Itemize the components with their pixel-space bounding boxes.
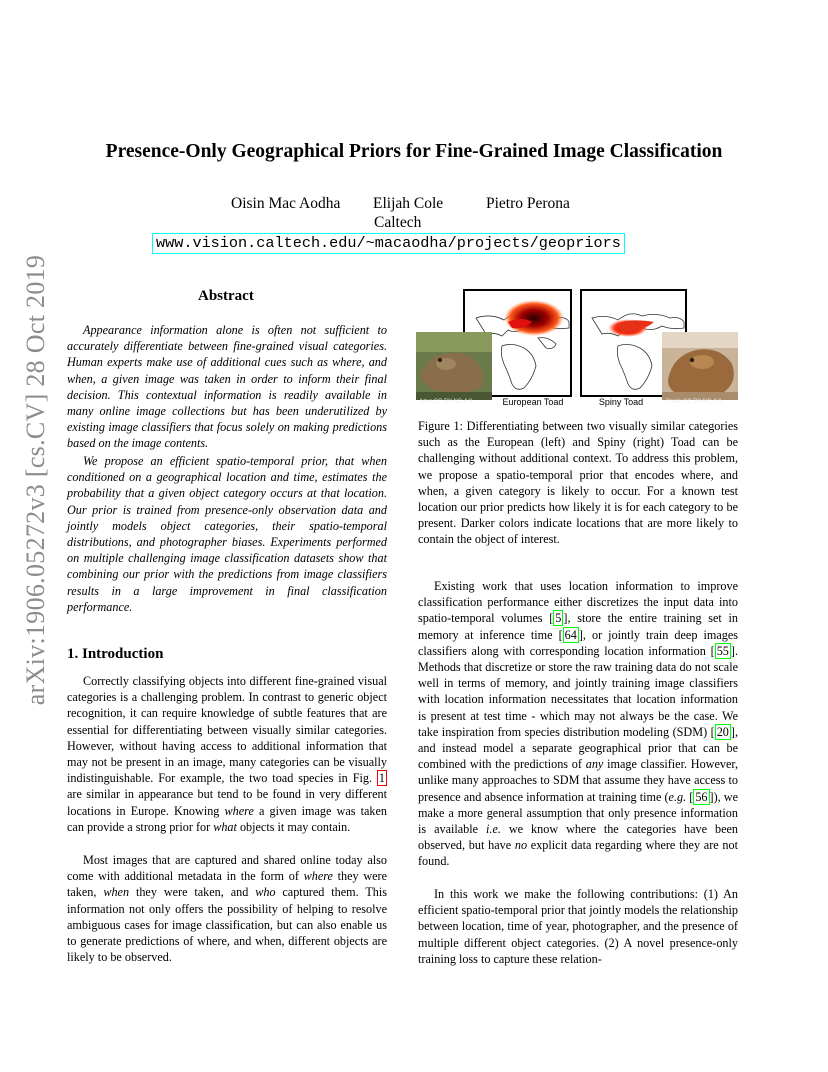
abstract-paragraph: Appearance information alone is often not sufficient to accurately differentiate between fine-grained visual categories. Human experts make use of additional cues such as where, and when, a given image was taken in order to inform their final decision. This contextual information is readily available in many online image collections but has been underutilized by existing image classifiers that focus solely on making predictions based on the image contents.	[67, 323, 387, 451]
section-heading: 1. Introduction	[67, 646, 164, 662]
citation-link[interactable]: 55	[716, 643, 729, 658]
body-paragraph: In this work we make the following contributions: (1) An efficient spatio-temporal prior that jointly models the relationship between location, time of year, photographer, and the presence of multiple different object categories. (2) A novel presence-only training loss to capture these relation-	[418, 887, 738, 966]
affiliation: Caltech	[374, 214, 422, 231]
figure-reference-link[interactable]: 1	[378, 771, 385, 786]
abstract-heading: Abstract	[198, 288, 254, 304]
citation-link[interactable]: 5	[555, 611, 562, 626]
figure-1	[416, 288, 738, 412]
author-name: Oisin Mac Aodha	[231, 195, 341, 212]
citation-link[interactable]: 56	[695, 789, 708, 804]
european-toad-photo	[416, 332, 492, 400]
intro-paragraph: Correctly classifying objects into different fine-grained visual categories is a challenging problem. In contrast to generic object recognition, it can require knowledge of subtle features that are essential for differentiating between visually similar categories. However, without having access to additional information that may not be present in an image, many categories can be visually indistinguishable. For example, the two toad species in Fig. 1 are similar in appearance but tend to be found in very different locations in Europe. Knowing where a given image was taken can provide a strong prior for what objects it may contain.	[67, 674, 387, 834]
author-name: Elijah Cole	[373, 195, 444, 212]
paper-title: Presence-Only Geographical Priors for Fine-Grained Image Classification	[105, 141, 723, 162]
intro-paragraph: Most images that are captured and shared online today also come with additional metadata in the form of where they were taken, when they were taken, and who captured them. This information not only offers the possibility of helping to resolve ambiguous cases for image classification, but can also enable us to generate predictions of where, and when, different objects are likely to be observed.	[67, 853, 387, 965]
spiny-toad-photo	[662, 332, 738, 400]
project-url-link[interactable]: www.vision.caltech.edu/~macaodha/projects/geopriors	[152, 233, 625, 254]
photo-credit: Paolo CC BY-NC 4.0	[666, 399, 722, 405]
citation-link[interactable]: 20	[716, 724, 729, 739]
photo-credit: Artur CC BY-NC 4.0	[419, 399, 473, 405]
map-label: European Toad	[502, 397, 564, 407]
body-paragraph: Existing work that uses location information to improve classification performance either discretizes the input data into spatio-temporal volumes [ 5 ], store the entire training set in memory at inference time [ 64 ], or jointly train deep images classifiers along with corresponding location information [ 55 ]. Methods that discretize or store the raw training data do not scale well in terms of memory, and jointly training image classifiers with location information necessitates that location information is present at test time - which may not always be the case. We take inspiration from species distribution modeling (SDM) [ 20 ], and instead model a separate geographical prior that can be combined with the predictions of any image classifier. However, unlike many approaches to SDM that assume they have access to presence and absence information at training time (e.g. [ 56 ]), we make a more general assumption that only presence information is available i.e. we know where the categories have been observed, but have no explicit data regarding where they are not found.	[418, 579, 738, 869]
arxiv-stamp: arXiv:1906.05272v3 [cs.CV] 28 Oct 2019	[21, 254, 50, 706]
figure-caption: Figure 1: Differentiating between two visually similar categories such as the European (left) and Spiny (right) Toad can be challenging without additional context. To address this problem, we propose a spatio-temporal prior that encodes where, and when, a given category is likely to occur. For a known test location our prior predicts how likely it is for each category to be present. Darker colors indicate locations that are more likely to contain the object of interest.	[418, 419, 738, 547]
map-label: Spiny Toad	[598, 397, 644, 407]
abstract-paragraph: We propose an efficient spatio-temporal prior, that when conditioned on a geographical location and time, estimates the probability that a given object category occurs at that location. Our prior is trained from presence-only observation data and jointly models object categories, their spatio-temporal distributions, and photographer biases. Experiments performed on multiple challenging image classification datasets show that combining our prior with the predictions from image classifiers results in a large improvement in final classification performance.	[67, 454, 387, 614]
figure-1-graphic	[416, 288, 738, 412]
citation-link[interactable]: 64	[564, 627, 577, 642]
author-name: Pietro Perona	[486, 195, 570, 212]
